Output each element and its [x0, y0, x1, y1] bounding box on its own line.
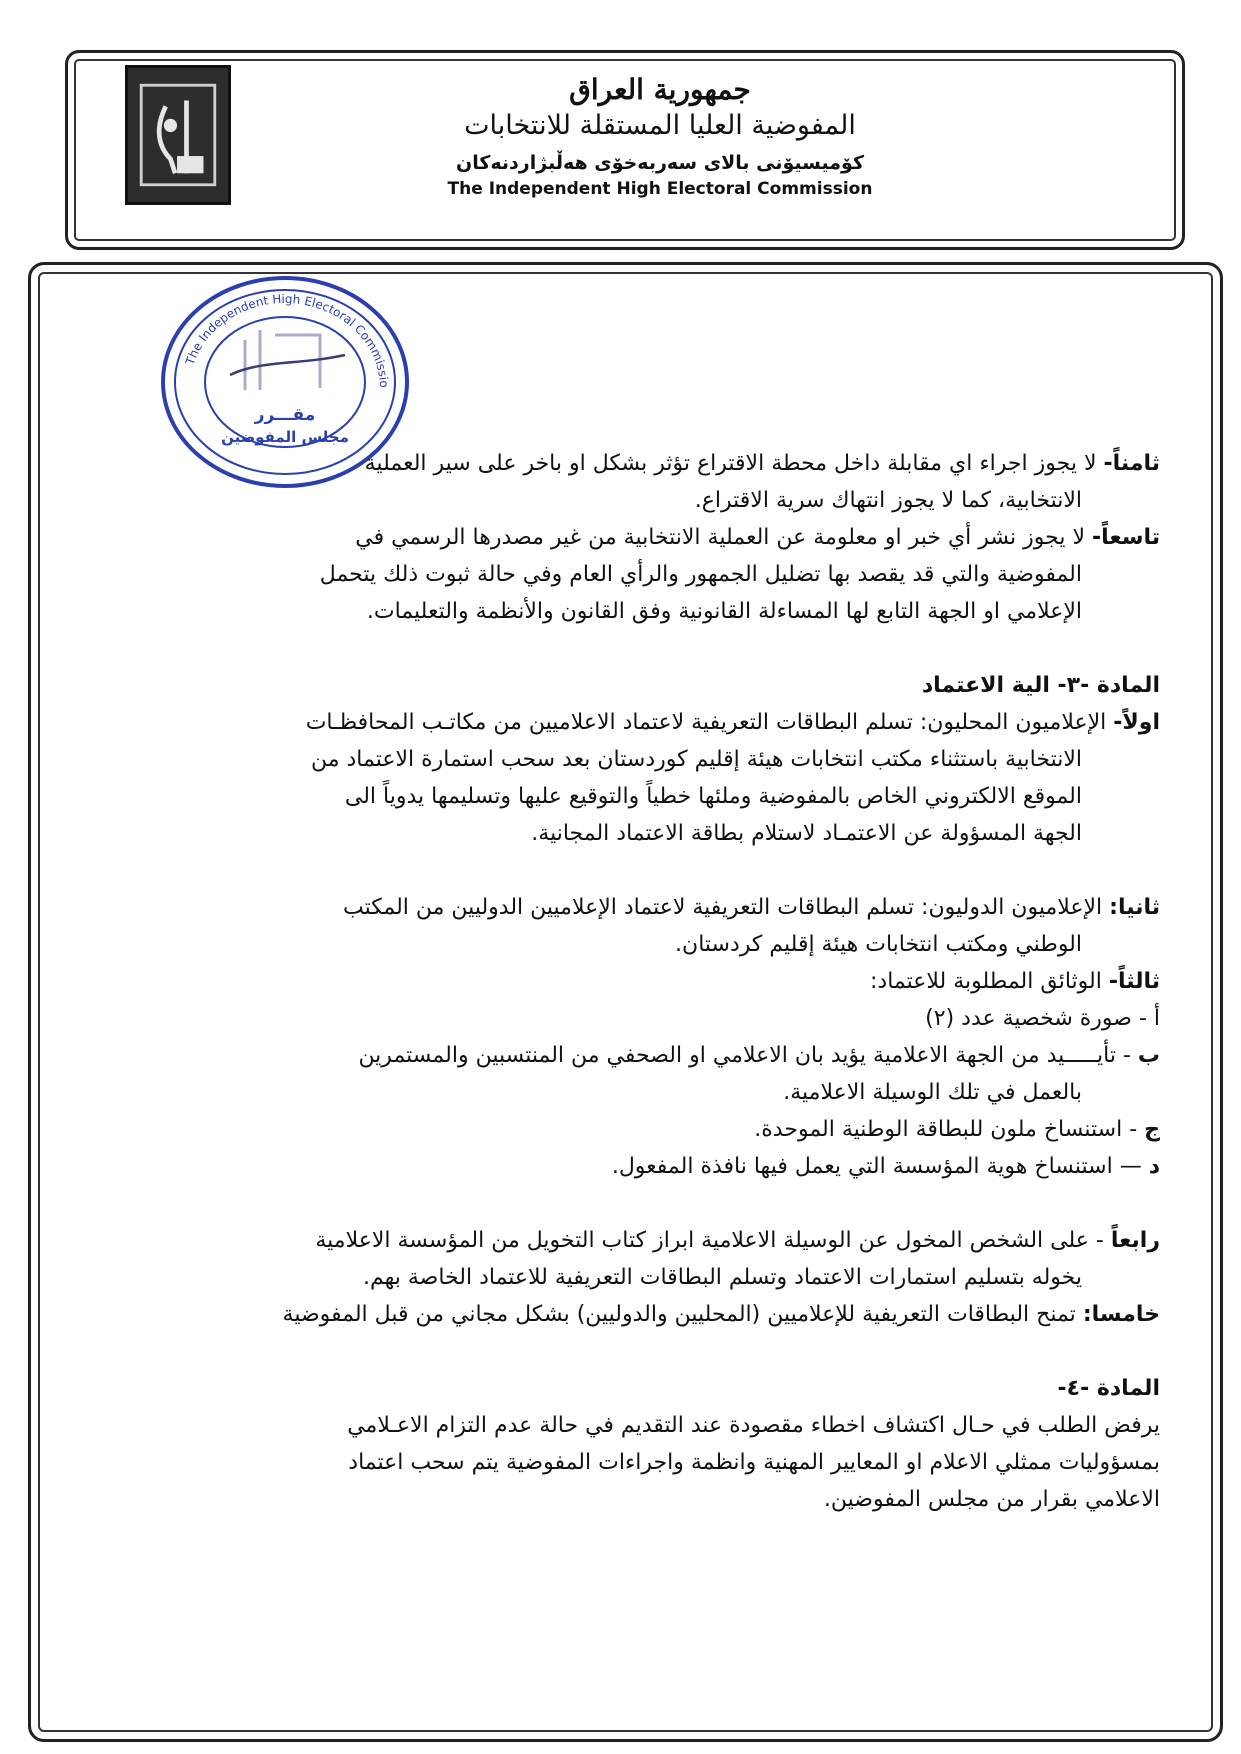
- clause-label: تاسعاً-: [1092, 525, 1160, 550]
- seal-center-line1: مقـــرر: [254, 405, 316, 425]
- document-item-d: [140, 1148, 1160, 1185]
- document-item-a: أ - صورة شخصية عدد (٢): [925, 1006, 1160, 1031]
- clause-label: ثانيا:: [1109, 895, 1160, 920]
- svg-text:The Independent High Electoral: [150, 270, 391, 388]
- clause-text: الإعلاميون المحليون: تسلم البطاقات التعريفية لاعتماد الاعلاميين من مكاتـب المحافظـات: [305, 710, 1114, 735]
- item-label: د: [1148, 1154, 1160, 1179]
- commission-name-arabic: المفوضية العليا المستقلة للانتخابات: [464, 110, 856, 141]
- article-4-heading: المادة -٤-: [1057, 1376, 1160, 1401]
- item-text: - تأيـــــيد من الجهة الاعلامية يؤيد بان الاعلامي او الصحفي من المنتسبين والمستمرين: [358, 1043, 1138, 1068]
- article-3-first: [140, 704, 1160, 741]
- clause-eighth-cont: الانتخابية، كما لا يجوز انتهاك سرية الاقتراع.: [694, 488, 1082, 513]
- clause-label: اولاً-: [1113, 710, 1160, 735]
- clause-eighth: [140, 445, 1160, 482]
- article-3-fourth: [140, 1222, 1160, 1259]
- clause-text: - على الشخص المخول عن الوسيلة الاعلامية ابراز كتاب التخويل من المؤسسة الاعلامية: [315, 1228, 1111, 1253]
- item-text: — استنساخ هوية المؤسسة التي يعمل فيها نافذة المفعول.: [611, 1154, 1149, 1179]
- document-item-b-cont: بالعمل في تلك الوسيلة الاعلامية.: [783, 1080, 1082, 1105]
- clause-text: لا يجوز نشر أي خبر او معلومة عن العملية الانتخابية من غير مصدرها الرسمي في: [355, 525, 1093, 550]
- clause-text: تمنح البطاقات التعريفية للإعلاميين (المحليين والدوليين) بشكل مجاني من قبل المفوضية: [282, 1302, 1083, 1327]
- clause-text: لا يجوز اجراء اي مقابلة داخل محطة الاقتراع تؤثر بشكل او باخر على سير العملية: [364, 451, 1104, 476]
- clause-label: ثالثاً-: [1108, 969, 1160, 994]
- article-3-first-cont-2: الموقع الالكتروني الخاص بالمفوضية وملئها خطياً والتوقيع عليها وتسليمها يدوياً الى: [344, 784, 1082, 809]
- article-4-line-2: بمسؤوليات ممثلي الاعلام او المعايير المهنية وانظمة واجراءات المفوضية يتم سحب اعتماد: [348, 1450, 1160, 1475]
- clause-ninth-cont-1: المفوضية والتي قد يقصد بها تضليل الجمهور والرأي العام وفي حالة ثبوت ذلك يتحمل: [319, 562, 1082, 587]
- clause-text: الإعلاميون الدوليون: تسلم البطاقات التعريفية لاعتماد الإعلاميين الدوليين من المكتب: [342, 895, 1110, 920]
- commission-name-kurdish: كۆمیسیۆنی بالای سەربەخۆی هەڵبژاردنەكان: [456, 152, 864, 174]
- article-3-first-cont-1: الانتخابية باستثناء مكتب انتخابات هيئة إقليم كوردستان بعد سحب استمارة الاعتماد من: [310, 747, 1082, 772]
- clause-ninth: [140, 519, 1160, 556]
- clause-label: خامسا:: [1082, 1302, 1160, 1327]
- commission-name-english: The Independent High Electoral Commission: [447, 179, 873, 199]
- article-3-heading: المادة -٣- الية الاعتماد: [921, 673, 1160, 698]
- seal-center-line2: مجلس المفوضين: [221, 428, 349, 446]
- clause-ninth-cont-2: الإعلامي او الجهة التابع لها المساءلة القانونية وفق القانون والأنظمة والتعليمات.: [366, 599, 1082, 624]
- article-3-second: [140, 889, 1160, 926]
- article-3-fourth-cont: يخوله بتسليم استمارات الاعتماد وتسلم البطاقات التعريفية للاعتماد الخاصة بهم.: [362, 1265, 1082, 1290]
- clause-label: رابعاً: [1110, 1228, 1160, 1253]
- article-4-line-1: يرفض الطلب في حـال اكتشاف اخطاء مقصودة عند التقديم في حالة عدم التزام الاعـلامي: [347, 1413, 1160, 1438]
- document-item-b: [140, 1037, 1160, 1074]
- item-label: ب: [1137, 1043, 1160, 1068]
- article-4-line-3: الاعلامي بقرار من مجلس المفوضين.: [823, 1487, 1160, 1512]
- article-3-fifth: [140, 1296, 1160, 1333]
- article-3-first-cont-3: الجهة المسؤولة عن الاعتمـاد لاستلام بطاقة الاعتماد المجانية.: [531, 821, 1082, 846]
- document-item-c: [140, 1111, 1160, 1148]
- ihec-logo-icon: [125, 65, 231, 205]
- letterhead-text: [400, 72, 920, 200]
- article-3-third: [140, 963, 1160, 1000]
- item-label: ج: [1144, 1117, 1160, 1142]
- item-text: - استنساخ ملون للبطاقة الوطنية الموحدة.: [754, 1117, 1145, 1142]
- document-body: [140, 445, 1160, 1518]
- article-3-second-cont: الوطني ومكتب انتخابات هيئة إقليم كردستان.: [675, 932, 1082, 957]
- clause-label: ثامناً-: [1103, 451, 1160, 476]
- country-title: جمهورية العراق: [569, 73, 751, 106]
- seal-ring-text: The Independent High Electoral Commissio: [182, 291, 392, 389]
- clause-text: الوثائق المطلوبة للاعتماد:: [870, 969, 1109, 994]
